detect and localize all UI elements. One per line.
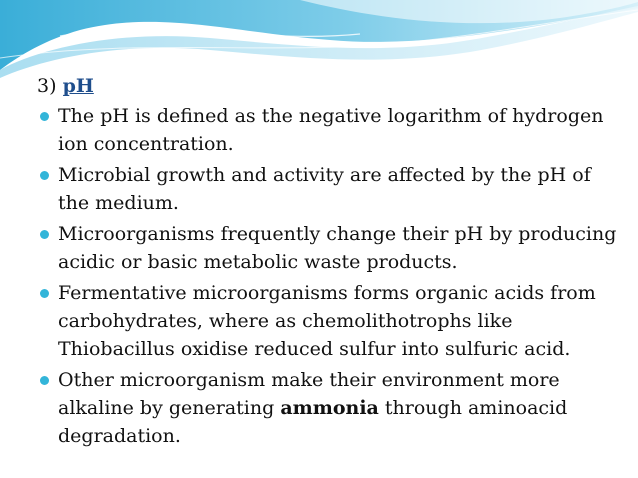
slide-body bbox=[37, 74, 627, 453]
bullet-text-pre: Other microorganism make their environment more alkaline by generating bbox=[58, 369, 560, 419]
slide-heading bbox=[37, 74, 627, 99]
header-wave-decoration bbox=[0, 0, 638, 80]
heading-number: 3) bbox=[37, 75, 57, 97]
bullet-list bbox=[37, 102, 627, 450]
bullet-text: Fermentative microorganisms forms organic acids from carbohydrates, where as chemolithotrophs like Thiobacillus oxidise reduced sulfur into sulfuric acid. bbox=[58, 282, 596, 360]
bullet-dot-icon bbox=[40, 289, 49, 298]
bullet-dot-icon bbox=[40, 376, 49, 385]
bullet-dot-icon bbox=[40, 112, 49, 121]
heading-title-link[interactable]: pH bbox=[62, 75, 94, 97]
bullet-dot-icon bbox=[40, 171, 49, 180]
bullet-text: Microbial growth and activity are affected by the pH of the medium. bbox=[58, 164, 591, 214]
bullet-text: Microorganisms frequently change their pH by producing acidic or basic metabolic waste products. bbox=[58, 223, 617, 273]
list-item bbox=[37, 279, 627, 363]
bullet-text-bold: ammonia bbox=[280, 397, 379, 419]
list-item bbox=[37, 102, 627, 158]
list-item bbox=[37, 161, 627, 217]
bullet-text-post: through aminoacid degradation. bbox=[58, 397, 568, 447]
bullet-text: The pH is defined as the negative logarithm of hydrogen ion concentration. bbox=[58, 105, 604, 155]
list-item bbox=[37, 220, 627, 276]
list-item bbox=[37, 366, 627, 450]
bullet-dot-icon bbox=[40, 230, 49, 239]
